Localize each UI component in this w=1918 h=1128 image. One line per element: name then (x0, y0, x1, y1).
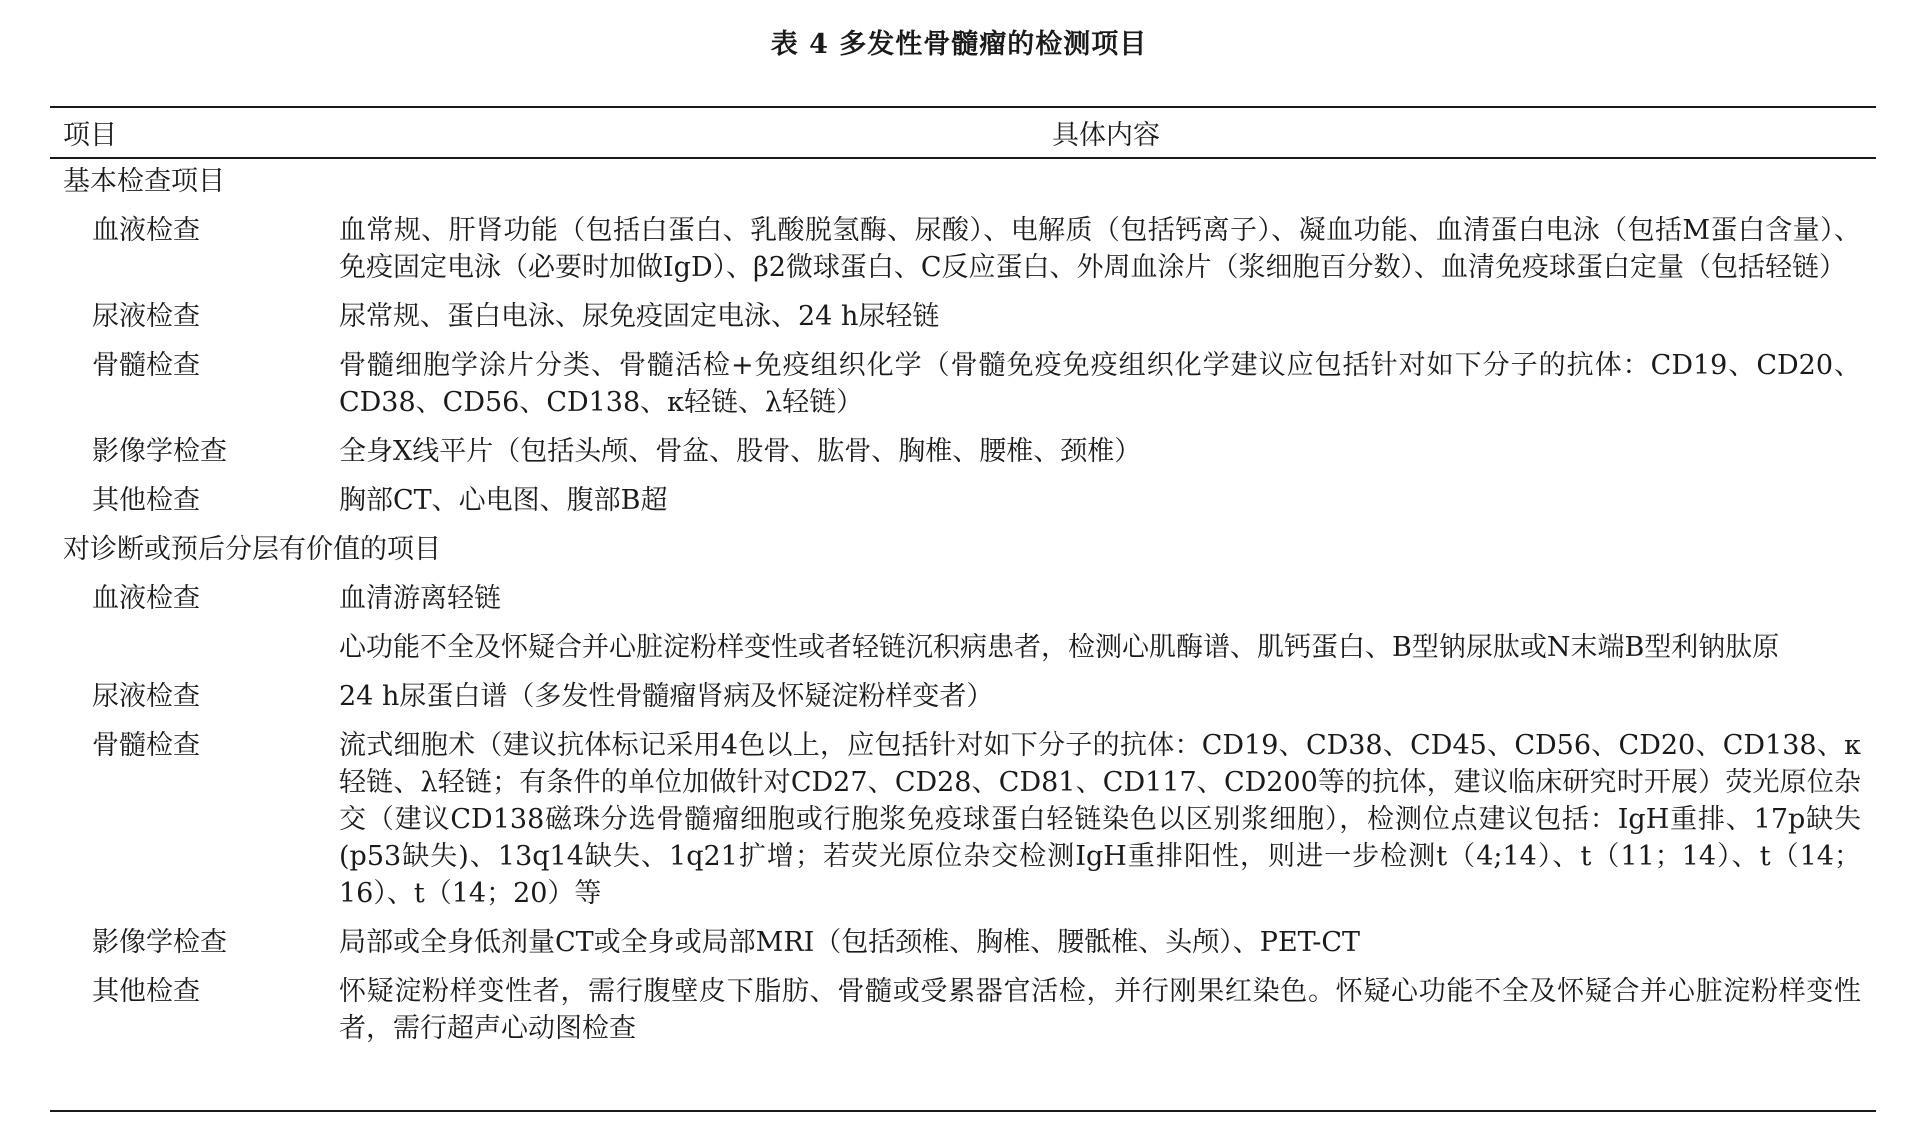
row-item: 其他检查 (92, 976, 200, 1007)
row-content: 血常规、肝肾功能（包括白蛋白、乳酸脱氢酶、尿酸）、电解质（包括钙离子）、凝血功能、血清蛋白电泳（包括M蛋白含量）、免疫固定电泳（必要时加做IgD）、β2微球蛋白、C反应蛋白、外周血涂片（浆细胞百分数）、血清免疫球蛋白定量（包括轻链） (339, 215, 1861, 283)
table-top-rule (50, 106, 1876, 108)
row-content: 尿常规、蛋白电泳、尿免疫固定电泳、24 h尿轻链 (339, 301, 940, 332)
row-content: 血清游离轻链 (339, 583, 501, 614)
table-row (0, 973, 1918, 1047)
table-row (0, 433, 1918, 470)
row-item: 血液检查 (92, 583, 200, 614)
table-row (0, 924, 1918, 961)
row-item: 其他检查 (92, 485, 200, 516)
header-item: 项目 (63, 120, 117, 151)
row-item: 血液检查 (92, 215, 200, 246)
row-content: 局部或全身低剂量CT或全身或局部MRI（包括颈椎、胸椎、腰骶椎、头颅）、PET-CT (339, 927, 1361, 958)
row-content: 流式细胞术（建议抗体标记采用4色以上，应包括针对如下分子的抗体：CD19、CD38、CD45、CD56、CD20、CD138、κ轻链、λ轻链；有条件的单位加做针对CD27、CD28、CD81、CD117、CD200等的抗体，建议临床研究时开展）荧光原位杂交（建议CD138磁珠分选骨髓瘤细胞或行胞浆免疫球蛋白轻链染色以区别浆细胞），检测位点建议包括：IgH重排、17p缺失(p53缺失)、13q14缺失、1q21扩增；若荧光原位杂交检测IgH重排阳性，则进一步检测t（4;14）、t（11；14）、t（14；16）、t（14；20）等 (339, 730, 1861, 909)
table-title: 表 4 多发性骨髓瘤的检测项目 (770, 29, 1148, 60)
table-row (0, 212, 1918, 286)
table-row (0, 678, 1918, 715)
row-content: 胸部CT、心电图、腹部B超 (339, 485, 668, 516)
table-header (0, 113, 1918, 153)
table-body (0, 163, 1918, 1059)
table-row (0, 347, 1918, 421)
row-content: 骨髓细胞学涂片分类、骨髓活检+免疫组织化学（骨髓免疫免疫组织化学建议应包括针对如下分子的抗体：CD19、CD20、CD38、CD56、CD138、κ轻链、λ轻链） (339, 350, 1861, 418)
row-item: 影像学检查 (92, 436, 227, 467)
row-item: 尿液检查 (92, 301, 200, 332)
table-row (0, 482, 1918, 519)
row-item: 影像学检查 (92, 927, 227, 958)
section-heading: 基本检查项目 (63, 166, 225, 197)
row-content: 心功能不全及怀疑合并心脏淀粉样变性或者轻链沉积病患者，检测心肌酶谱、肌钙蛋白、B型钠尿肽或N末端B型利钠肽原 (339, 632, 1780, 663)
header-content: 具体内容 (1052, 120, 1160, 151)
row-item (0, 629, 339, 666)
row-content: 24 h尿蛋白谱（多发性骨髓瘤肾病及怀疑淀粉样变者） (339, 681, 994, 712)
table-row (0, 727, 1918, 912)
row-content: 全身X线平片（包括头颅、骨盆、股骨、肱骨、胸椎、腰椎、颈椎） (339, 436, 1142, 467)
table-bottom-rule (50, 1110, 1876, 1112)
table-header-rule (50, 157, 1876, 159)
section-heading: 对诊断或预后分层有价值的项目 (63, 534, 441, 565)
row-item: 骨髓检查 (92, 730, 200, 761)
table-row (0, 580, 1918, 617)
row-content: 怀疑淀粉样变性者，需行腹壁皮下脂肪、骨髓或受累器官活检，并行刚果红染色。怀疑心功能不全及怀疑合并心脏淀粉样变性者，需行超声心动图检查 (339, 976, 1861, 1044)
table-row (0, 629, 1918, 666)
row-item: 骨髓检查 (92, 350, 200, 381)
row-item: 尿液检查 (92, 681, 200, 712)
table-row (0, 298, 1918, 335)
